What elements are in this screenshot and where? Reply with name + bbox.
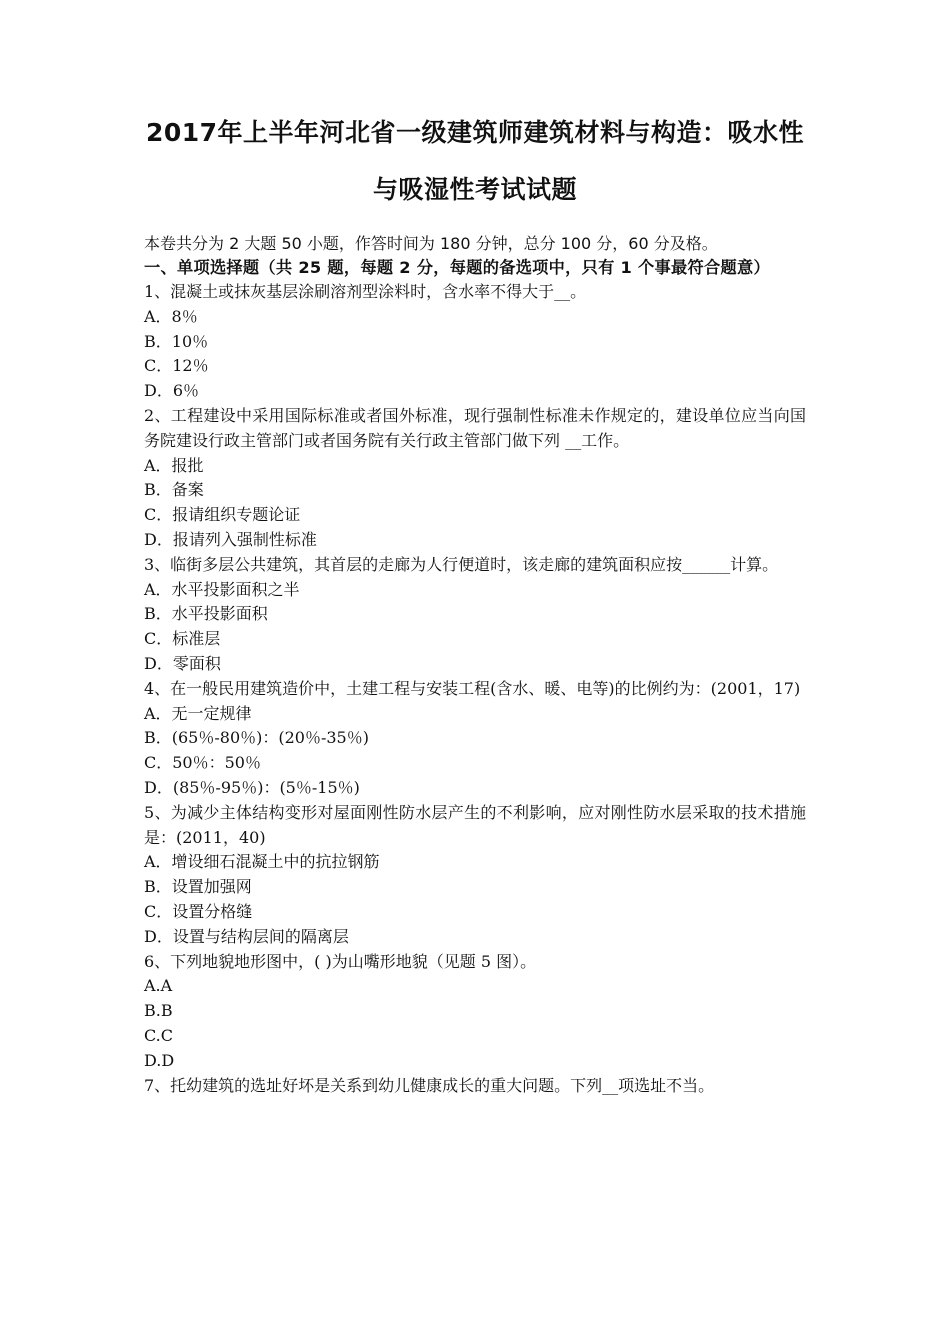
question-text: 4、在一般民用建筑造价中，土建工程与安装工程(含水、暖、电等)的比例约为：(2001，17) bbox=[144, 678, 801, 698]
question-text: 6、下列地貌地形图中，( )为山嘴形地貌（见题 5 图）。 bbox=[144, 951, 537, 971]
option-c: C.C bbox=[144, 1025, 173, 1045]
option-d: D．设置与结构层间的隔离层 bbox=[144, 926, 349, 946]
question-list bbox=[144, 280, 806, 1098]
question-1 bbox=[144, 280, 806, 404]
question-2 bbox=[144, 404, 806, 553]
option-b: B.B bbox=[144, 1001, 173, 1021]
question-text: 5、为减少主体结构变形对屋面刚性防水层产生的不利影响，应对刚性防水层采取的技术措施是：(2011，40) bbox=[144, 802, 806, 847]
option-d: D．6％ bbox=[144, 381, 200, 401]
option-d: D．报请列入强制性标准 bbox=[144, 529, 317, 549]
question-text: 2、工程建设中采用国际标准或者国外标准，现行强制性标准未作规定的，建设单位应当向国务院建设行政主管部门或者国务院有关行政主管部门做下列 __工作。 bbox=[144, 405, 806, 450]
question-5 bbox=[144, 801, 806, 950]
document-title-line-2: 与吸湿性考试试题 bbox=[372, 175, 577, 204]
question-text: 1、混凝土或抹灰基层涂刷溶剂型涂料时，含水率不得大于__。 bbox=[144, 282, 587, 301]
option-c: C．标准层 bbox=[144, 629, 221, 649]
option-a: A．报批 bbox=[144, 455, 204, 475]
option-c: C．报请组织专题论证 bbox=[144, 505, 301, 525]
option-a: A．无一定规律 bbox=[144, 703, 252, 723]
option-a: A．增设细石混凝土中的抗拉钢筋 bbox=[144, 852, 380, 872]
question-text: 7、托幼建筑的选址好坏是关系到幼儿健康成长的重大问题。下列__项选址不当。 bbox=[144, 1075, 715, 1095]
option-b: B．水平投影面积 bbox=[144, 604, 268, 624]
option-d: D.D bbox=[144, 1050, 175, 1070]
option-b: B．10％ bbox=[144, 331, 209, 351]
document-title-line-1: 2017年上半年河北省一级建筑师建筑材料与构造：吸水性 bbox=[145, 118, 805, 147]
option-d: D．(85％-95％)：(5％-15％) bbox=[144, 777, 360, 797]
section-heading: 一、单项选择题（共 25 题，每题 2 分，每题的备选项中，只有 1 个事最符合题意） bbox=[144, 258, 770, 277]
option-a: A．水平投影面积之半 bbox=[144, 579, 300, 599]
option-c: C．12％ bbox=[144, 356, 209, 376]
question-text: 3、临街多层公共建筑，其首层的走廊为人行便道时，该走廊的建筑面积应按______计算。 bbox=[144, 554, 779, 574]
question-3 bbox=[144, 553, 806, 677]
option-d: D．零面积 bbox=[144, 653, 221, 673]
option-c: C．50％：50％ bbox=[144, 753, 261, 773]
option-c: C．设置分格缝 bbox=[144, 901, 253, 921]
option-a: A.A bbox=[144, 976, 173, 996]
question-7 bbox=[144, 1074, 806, 1099]
exam-intro: 本卷共分为 2 大题 50 小题，作答时间为 180 分钟，总分 100 分，60 分及格。 bbox=[144, 234, 718, 253]
option-b: B．设置加强网 bbox=[144, 877, 252, 897]
option-a: A．8％ bbox=[144, 306, 198, 326]
option-b: B．备案 bbox=[144, 480, 204, 500]
question-6 bbox=[144, 950, 806, 1074]
option-b: B．(65％-80％)：(20％-35％) bbox=[144, 728, 369, 748]
question-4 bbox=[144, 677, 806, 801]
